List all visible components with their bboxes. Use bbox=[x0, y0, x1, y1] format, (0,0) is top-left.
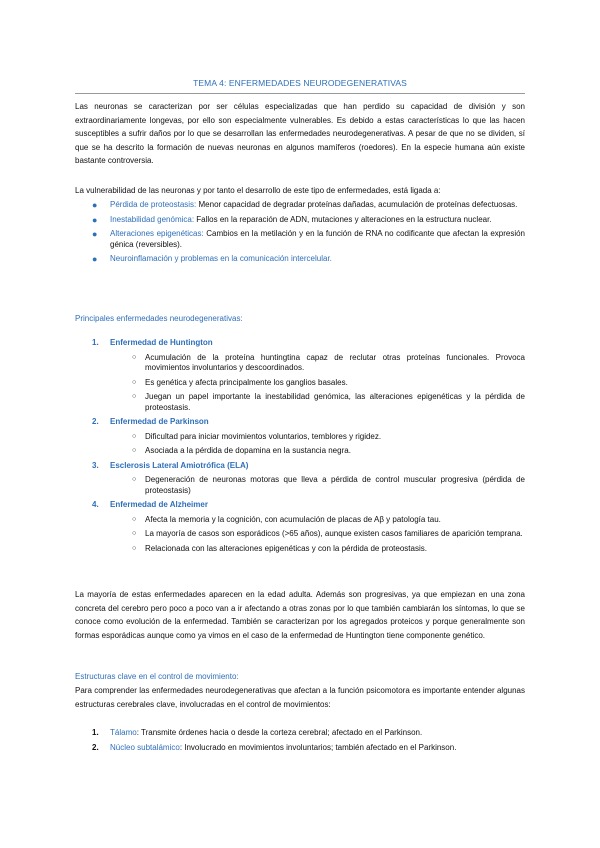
bullet-icon: ● bbox=[92, 229, 98, 239]
structures-list bbox=[75, 728, 525, 757]
list-item: ● Alteraciones epigenéticas: Cambios en la metilación y en la función de RNA no codificante que afectan la expresión génica (reversibles). bbox=[92, 229, 526, 249]
disease-item: 1. Enfermedad de Huntington ○ Acumulación de la proteína huntingtina capaz de reclutar otras proteínas funcionales. Provoca movimientos involuntarios y descoordinados. ○ Es genética y afecta principalmente los ganglios basales. ○ Juegan un papel importante la inestabilidad genómica, las alteraciones epigenéticas y la pérdida de proteostasis. bbox=[92, 338, 525, 412]
disease-name: Enfermedad de Huntington bbox=[110, 338, 213, 347]
structures-intro: Para comprender las enfermedades neurodegenerativas que afectan a la función psicomotora es importante entender algunas estructuras cerebrales clave, involucradas en el control de movimientos: bbox=[75, 686, 525, 709]
disease-item: 3. Esclerosis Lateral Amiotrófica (ELA) ○ Degeneración de neuronas motoras que lleva a pérdida de control muscular progresiva (pérdida de proteostasis) bbox=[92, 460, 525, 495]
list-item: ○ Degeneración de neuronas motoras que lleva a pérdida de control muscular progresiva (pérdida de proteostasis) bbox=[132, 475, 525, 495]
circle-bullet-icon: ○ bbox=[132, 393, 137, 400]
circle-bullet-icon: ○ bbox=[132, 476, 137, 483]
bullet-icon: ● bbox=[92, 254, 98, 264]
list-item: ○ Asociada a la pérdida de dopamina en la sustancia negra. bbox=[132, 446, 351, 455]
circle-bullet-icon: ○ bbox=[132, 432, 137, 440]
disease-name: Enfermedad de Parkinson bbox=[110, 417, 209, 426]
title-divider bbox=[75, 93, 525, 94]
list-item: ○ Es genética y afecta principalmente los ganglios basales. bbox=[132, 377, 348, 387]
bullet-icon: ● bbox=[92, 214, 98, 225]
list-item: ● Pérdida de proteostasis: Menor capacidad de degradar proteínas dañadas, acumulación de proteínas defectuosas. bbox=[92, 200, 518, 210]
list-item: ○ La mayoría de casos son esporádicos (>65 años), aunque existen casos familiares de aparición temprana. bbox=[132, 529, 523, 538]
circle-bullet-icon: ○ bbox=[132, 515, 137, 523]
structures-heading: Estructuras clave en el control de movimiento: bbox=[75, 672, 239, 681]
vulnerability-list bbox=[75, 200, 525, 269]
circle-bullet-icon: ○ bbox=[132, 544, 137, 552]
vulnerability-intro: La vulnerabilidad de las neuronas y por tanto el desarrollo de este tipo de enfermedades, está ligada a: bbox=[75, 186, 441, 195]
circle-bullet-icon: ○ bbox=[132, 353, 137, 361]
diseases-heading: Principales enfermedades neurodegenerativas: bbox=[75, 314, 243, 323]
circle-bullet-icon: ○ bbox=[132, 447, 137, 454]
list-item: ○ Dificultad para iniciar movimientos voluntarios, temblores y rigidez. bbox=[132, 431, 382, 441]
summary-paragraph: La mayoría de estas enfermedades aparecen en la edad adulta. Además son progresivas, ya que empiezan en una zona concreta del cerebro pero poco a poco van a ir afectando a otras zonas por lo que también cambiarán los síntomas, lo que se conoce como evolución de la enfermedad. También se caracterizan por los agregados proteicos y porque generalmente son formas esporádicas aunque como ya vimos en el caso de la enfermedad de Huntington tiene componente genético. bbox=[75, 590, 525, 640]
page-title: TEMA 4: ENFERMEDADES NEURODEGENERATIVAS bbox=[193, 78, 407, 88]
list-item: ● Neuroinflamación y problemas en la comunicación intercelular. bbox=[92, 254, 332, 264]
bullet-icon: ● bbox=[92, 200, 98, 210]
list-item: 2. Núcleo subtalámico: Involucrado en movimientos involuntarios; también afectado en el Parkinson. bbox=[92, 742, 457, 752]
disease-item: 4. Enfermedad de Alzheimer ○ Afecta la memoria y la cognición, con acumulación de placas de Aβ y patología tau. ○ La mayoría de casos son esporádicos (>65 años), aunque existen casos familiares de aparición temprana. ○ Relacionada con las alteraciones epigenéticas y con la pérdida de proteostasis. bbox=[75, 500, 525, 554]
intro-paragraph: Las neuronas se caracterizan por ser células especializadas que han perdido su capacidad de división y son extraordinariamente longevas, por ello son especialmente vulnerables. Es debido a estas características lo que las hacen susceptibles a sufrir daños por lo que se desarrollan las enfermedades neurodegenerativas. A pesar de que no se dividen, sí que se ha descrito la formación de nuevas neuronas en algunos mamíferos (roedores). En la especie humana aún existe bastante controversia. bbox=[75, 102, 525, 165]
diseases-list bbox=[75, 338, 525, 558]
circle-bullet-icon: ○ bbox=[132, 530, 137, 537]
disease-item: 2. Enfermedad de Parkinson ○ Dificultad para iniciar movimientos voluntarios, temblores y rigidez. ○ Asociada a la pérdida de dopamina en la sustancia negra. bbox=[75, 417, 525, 457]
list-item: ● Inestabilidad genómica: Fallos en la reparación de ADN, mutaciones y alteraciones en la estructura nuclear. bbox=[92, 214, 492, 225]
list-item: ○ Acumulación de la proteína huntingtina capaz de reclutar otras proteínas funcionales. Provoca movimientos involuntarios y descoordinados. bbox=[132, 352, 525, 372]
circle-bullet-icon: ○ bbox=[132, 378, 137, 386]
list-item: 1. Tálamo: Transmite órdenes hacia o desde la corteza cerebral; afectado en el Parkinson. bbox=[92, 728, 423, 737]
disease-name: Esclerosis Lateral Amiotrófica (ELA) bbox=[110, 460, 249, 470]
list-item: ○ Juegan un papel importante la inestabilidad genómica, las alteraciones epigenéticas y la pérdida de proteostasis. bbox=[132, 392, 525, 412]
disease-name: Enfermedad de Alzheimer bbox=[110, 500, 208, 509]
list-item: ○ Afecta la memoria y la cognición, con acumulación de placas de Aβ y patología tau. bbox=[132, 514, 441, 524]
list-item: ○ Relacionada con las alteraciones epigenéticas y con la pérdida de proteostasis. bbox=[132, 543, 427, 553]
